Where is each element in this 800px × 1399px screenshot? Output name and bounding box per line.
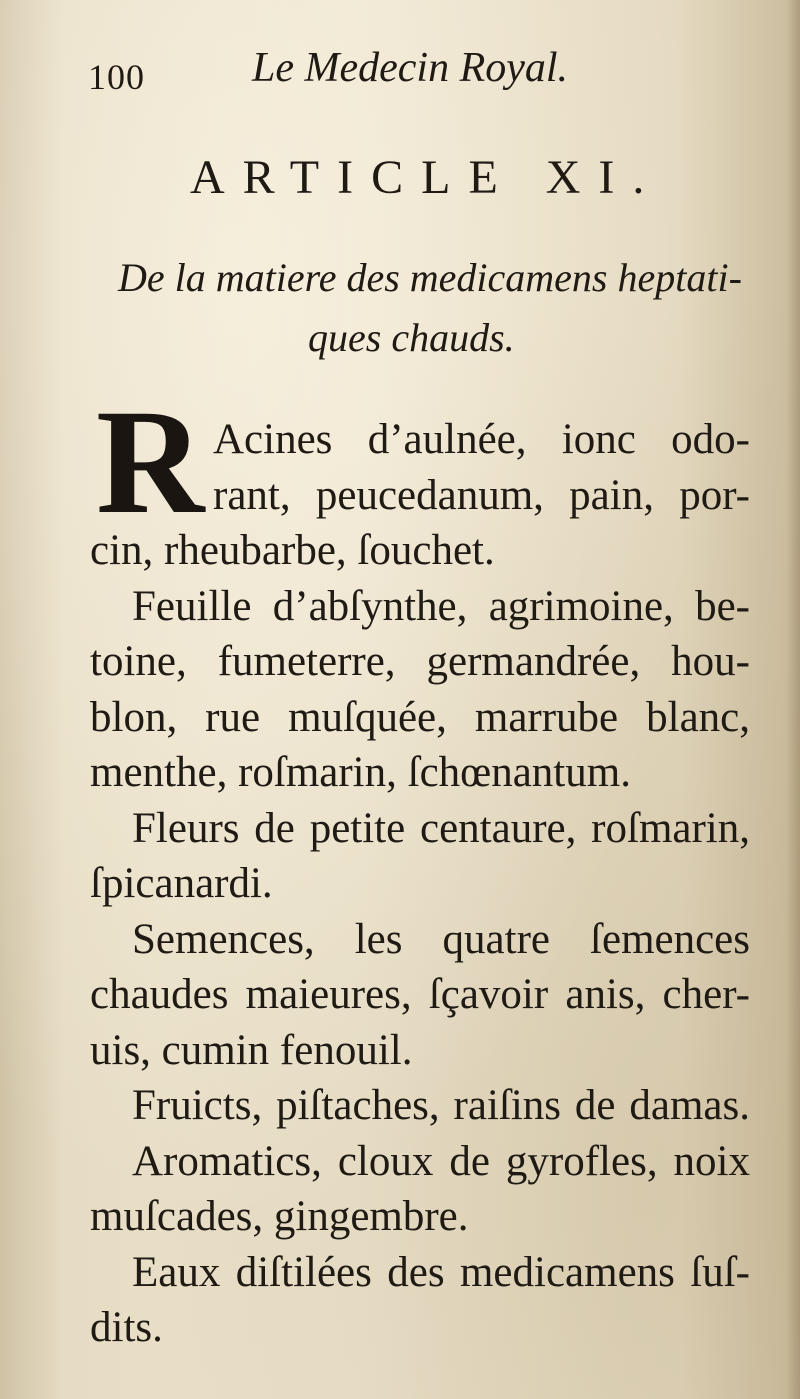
drop-cap: R	[96, 379, 205, 545]
body-line: Aromatics, cloux de gyrofles, noix	[132, 1137, 750, 1185]
subtitle-line-1: De la matiere des medicamens heptati-	[118, 255, 742, 300]
body-line: chaudes maieures, ſçavoir anis, cher-	[90, 971, 750, 1018]
body-line: muſcades, gingembre.	[90, 1193, 469, 1240]
page-edge-shadow	[786, 0, 800, 1399]
page-number: 100	[88, 57, 145, 97]
body-line: Feuille d’abſynthe, agrimoine, be-	[132, 582, 750, 630]
body-line: Acines d’aulnée, ionc odo-	[213, 416, 750, 463]
body-line: toine, fumeterre, germandrée, hou-	[90, 638, 750, 685]
body-line: Fleurs de petite centaure, roſmarin,	[132, 804, 750, 852]
body-line: menthe, roſmarin, ſchœnantum.	[90, 749, 631, 796]
article-heading: ARTICLE XI.	[190, 151, 663, 204]
running-head	[88, 42, 708, 102]
body-line: ſpicanardi.	[90, 860, 273, 907]
article-body	[90, 412, 750, 1356]
body-line: uis, cumin fenouil.	[90, 1026, 413, 1074]
body-line: Eaux diſtilées des medicamens ſuſ-	[132, 1248, 750, 1296]
body-line: Fruicts, piſtaches, raiſins de damas.	[132, 1082, 750, 1129]
body-line: Semences, les quatre ſemences	[132, 915, 750, 963]
running-title: Le Medecin Royal.	[252, 45, 569, 91]
subtitle-line-2: ques chauds.	[308, 315, 515, 360]
body-line: rant, peucedanum, pain, por-	[213, 471, 750, 519]
body-line: blon, rue muſquée, marrube blanc,	[90, 693, 750, 741]
body-line: dits.	[90, 1304, 163, 1351]
body-line: cin, rheubarbe, ſouchet.	[90, 527, 495, 574]
article-subtitle	[118, 248, 758, 368]
